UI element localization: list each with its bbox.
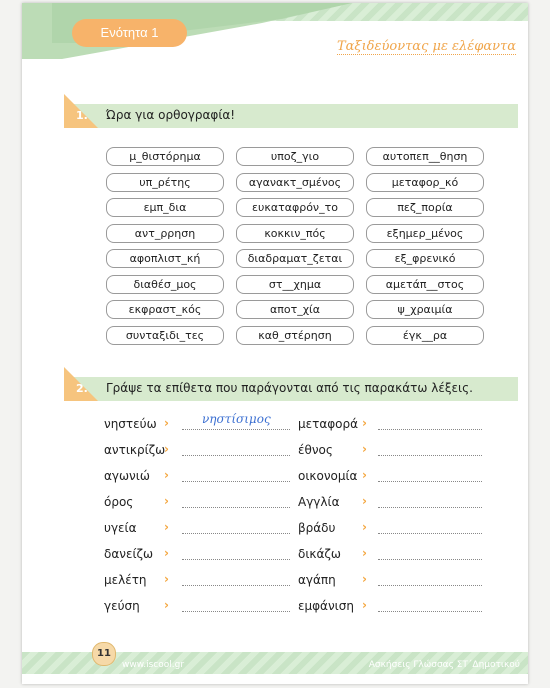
spelling-word-pill: υποζ_γιο: [236, 147, 354, 166]
footer-book-title: Ασκήσεις Γλώσσας ΣΤ΄Δημοτικού: [368, 660, 520, 670]
arrow-icon: ›: [164, 494, 169, 508]
handwritten-answer: νηστίσιμος: [202, 412, 271, 426]
section-1-header: [68, 104, 518, 128]
answer-line-right[interactable]: [378, 533, 482, 534]
answer-line-right[interactable]: [378, 559, 482, 560]
worksheet-page: [22, 3, 528, 684]
chapter-title: Ταξιδεύοντας με ελέφαντα: [336, 39, 516, 54]
arrow-icon: ›: [362, 416, 367, 430]
answer-line-left[interactable]: [182, 507, 290, 508]
arrow-icon: ›: [164, 442, 169, 456]
base-word-right: μεταφορά: [298, 417, 359, 431]
answer-line-right[interactable]: [378, 481, 482, 482]
answer-line-left[interactable]: [182, 585, 290, 586]
arrow-icon: ›: [362, 546, 367, 560]
spelling-word-pill: αντ_ρρηση: [106, 224, 224, 243]
base-word-left: αντικρίζω: [104, 443, 166, 457]
base-word-right: δικάζω: [298, 547, 341, 561]
spelling-word-pill: διαδραματ_ζεται: [236, 249, 354, 268]
answer-line-right[interactable]: [378, 611, 482, 612]
answer-line-right[interactable]: [378, 455, 482, 456]
arrow-icon: ›: [362, 572, 367, 586]
answer-line-right[interactable]: [378, 507, 482, 508]
arrow-icon: ›: [164, 572, 169, 586]
spelling-word-pill: εκφραστ_κός: [106, 300, 224, 319]
section-2-header: [68, 377, 518, 401]
arrow-icon: ›: [362, 520, 367, 534]
spelling-word-pill: αυτοπεπ__θηση: [366, 147, 484, 166]
arrow-icon: ›: [362, 494, 367, 508]
spelling-word-pill: εμπ_δια: [106, 198, 224, 217]
section-1-title: Ώρα για ορθογραφία!: [106, 108, 236, 122]
base-word-right: Αγγλία: [298, 495, 340, 509]
spelling-word-pill: πεζ_πορία: [366, 198, 484, 217]
spelling-word-pill: αμετάπ__στος: [366, 275, 484, 294]
spelling-word-pill: διαθέσ_μος: [106, 275, 224, 294]
base-word-left: νηστεύω: [104, 417, 157, 431]
spelling-word-pill: αγανακτ_σμένος: [236, 173, 354, 192]
base-word-right: εμφάνιση: [298, 599, 354, 613]
section-2-number: 2.: [76, 382, 88, 395]
arrow-icon: ›: [164, 598, 169, 612]
answer-line-left[interactable]: [182, 481, 290, 482]
spelling-word-pill: εξημερ_μένος: [366, 224, 484, 243]
arrow-icon: ›: [362, 442, 367, 456]
base-word-left: μελέτη: [104, 573, 147, 587]
spelling-word-pill: εξ_φρενικό: [366, 249, 484, 268]
spelling-word-pill: ψ_χραιμία: [366, 300, 484, 319]
spelling-word-pill: καθ_στέρηση: [236, 326, 354, 345]
spelling-word-pill: αφοπλιστ_κή: [106, 249, 224, 268]
arrow-icon: ›: [164, 520, 169, 534]
footer-website: www.iscool.gr: [122, 660, 185, 670]
section-2-title: Γράψε τα επίθετα που παράγονται από τις παρακάτω λέξεις.: [106, 381, 473, 395]
base-word-left: αγωνιώ: [104, 469, 150, 483]
base-word-right: έθνος: [298, 443, 333, 457]
base-word-left: υγεία: [104, 521, 137, 535]
spelling-word-pill: μεταφορ_κό: [366, 173, 484, 192]
answer-line-left[interactable]: [182, 455, 290, 456]
arrow-icon: ›: [164, 416, 169, 430]
spelling-word-pill: συνταξιδι_τες: [106, 326, 224, 345]
answer-line-left[interactable]: [182, 429, 290, 430]
arrow-icon: ›: [164, 468, 169, 482]
base-word-left: δανείζω: [104, 547, 154, 561]
arrow-icon: ›: [164, 546, 169, 560]
spelling-word-pill: ευκαταφρόν_το: [236, 198, 354, 217]
base-word-left: γεύση: [104, 599, 140, 613]
unit-tab: Ενότητα 1: [72, 19, 187, 47]
spelling-word-pill: αποτ_χία: [236, 300, 354, 319]
spelling-word-pill: υπ_ρέτης: [106, 173, 224, 192]
spelling-word-pill: μ_θιστόρημα: [106, 147, 224, 166]
base-word-left: όρος: [104, 495, 134, 509]
answer-line-left[interactable]: [182, 611, 290, 612]
section-1-number: 1.: [76, 109, 88, 122]
answer-line-right[interactable]: [378, 429, 482, 430]
spelling-word-pill: στ__χημα: [236, 275, 354, 294]
answer-line-left[interactable]: [182, 559, 290, 560]
answer-line-left[interactable]: [182, 533, 290, 534]
base-word-right: βράδυ: [298, 521, 336, 535]
page-number: 11: [92, 642, 116, 666]
spelling-word-pill: κοκκιν_πός: [236, 224, 354, 243]
answer-line-right[interactable]: [378, 585, 482, 586]
arrow-icon: ›: [362, 468, 367, 482]
spelling-word-pill: έγκ__ρα: [366, 326, 484, 345]
arrow-icon: ›: [362, 598, 367, 612]
base-word-right: οικονομία: [298, 469, 358, 483]
base-word-right: αγάπη: [298, 573, 336, 587]
